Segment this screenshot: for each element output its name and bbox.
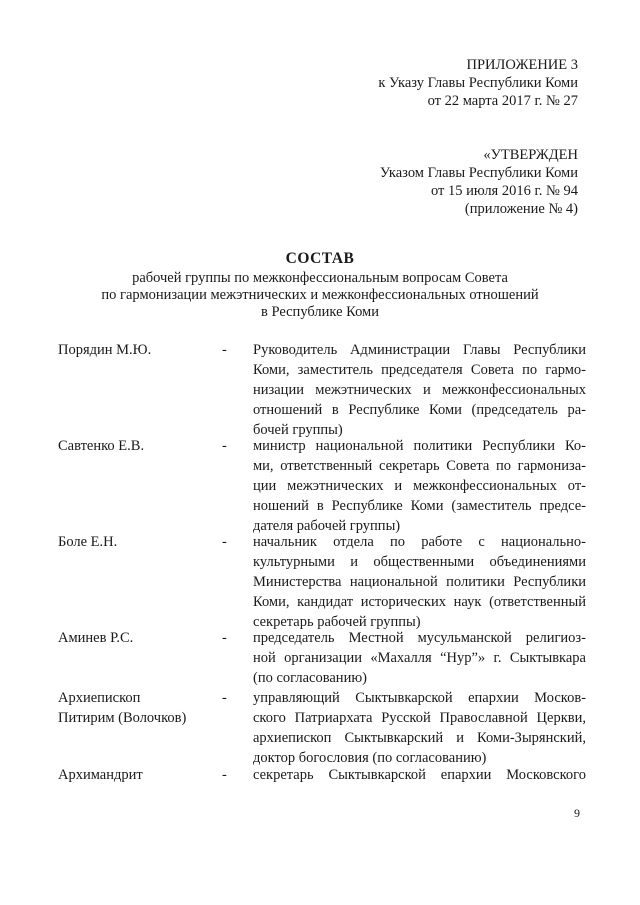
member-role: [253, 765, 586, 785]
member-role-line: Коми, заместитель председателя Совета по гармо-: [253, 362, 586, 378]
member-role-line: секретарь Сыктывкарской епархии Московского: [253, 767, 586, 783]
appendix-header: [378, 56, 578, 110]
approval-stamp: [380, 146, 578, 218]
member-role-line: низации межэтнических и межконфессиональных: [253, 382, 586, 398]
member-role-line: председатель Местной мусульманской религиоз-: [253, 630, 586, 646]
approval-line: от 15 июля 2016 г. № 94: [430, 183, 578, 199]
member-name: [58, 340, 228, 360]
member-name-line: Аминев Р.С.: [58, 630, 134, 646]
member-name-line: Архиепископ: [58, 690, 141, 706]
document-title: СОСТАВ: [285, 250, 355, 267]
member-name: [58, 532, 228, 552]
appendix-line: от 22 марта 2017 г. № 27: [427, 93, 578, 109]
member-role-line: ции межэтнических и межконфессиональных от-: [253, 478, 586, 494]
member-role-line: ной организации «Махалля “Нур”» г. Сыктывкара: [253, 650, 586, 666]
page-number: 9: [574, 806, 580, 820]
approval-line: Указом Главы Республики Коми: [379, 165, 578, 181]
appendix-line: ПРИЛОЖЕНИЕ 3: [466, 57, 578, 73]
subtitle-line: в Республике Коми: [260, 304, 379, 320]
member-role-line: дателя рабочей группы): [253, 518, 401, 534]
approval-line: «УТВЕРЖДЕН: [483, 147, 578, 163]
member-name-line: Питирим (Волочков): [58, 710, 187, 726]
member-name: [58, 436, 228, 456]
member-role: [253, 628, 586, 688]
member-role-line: ского Патриархата Русской Православной Церкви,: [253, 710, 586, 726]
member-name: [58, 688, 228, 728]
member-role-line: культурными и общественными объединениями: [253, 554, 586, 570]
member-dash: -: [222, 534, 227, 550]
member-dash: -: [222, 342, 227, 358]
member-dash: -: [222, 690, 227, 706]
member-dash: -: [222, 630, 227, 646]
member-name: [58, 628, 228, 648]
member-role-line: секретарь рабочей группы): [253, 614, 421, 630]
member-role-line: бочей группы): [253, 422, 343, 438]
member-role-line: Коми, кандидат исторических наук (ответственный: [253, 594, 586, 610]
member-role: [253, 688, 586, 768]
member-name-line: Боле Е.Н.: [58, 534, 118, 550]
appendix-line: к Указу Главы Республики Коми: [378, 75, 578, 91]
member-role-line: (по согласованию): [253, 670, 367, 686]
subtitle-line: по гармонизации межэтнических и межконфессиональных отношений: [101, 287, 539, 303]
member-role-line: архиепископ Сыктывкарский и Коми-Зырянский,: [253, 730, 586, 746]
member-role: [253, 340, 586, 440]
member-role-line: Руководитель Администрации Главы Республики: [253, 342, 586, 358]
member-role-line: Министерства национальной политики Республики: [253, 574, 586, 590]
subtitle-line: рабочей группы по межконфессиональным вопросам Совета: [132, 270, 508, 286]
member-role-line: ми, ответственный секретарь Совета по гармониза-: [253, 458, 586, 474]
member-role-line: министр национальной политики Республики Ко-: [253, 438, 586, 454]
member-name-line: Савтенко Е.В.: [58, 438, 145, 454]
member-dash: -: [222, 438, 227, 454]
member-role-line: отношений в Республике Коми (председатель ра-: [253, 402, 586, 418]
member-role-line: ношений в Республике Коми (заместитель предсе-: [253, 498, 586, 514]
document-subtitle: [0, 270, 640, 321]
member-role-line: доктор богословия (по согласованию): [253, 750, 487, 766]
member-name: [58, 765, 228, 785]
member-name-line: Архимандрит: [58, 767, 143, 783]
member-dash: -: [222, 767, 227, 783]
member-role: [253, 436, 586, 536]
member-role-line: управляющий Сыктывкарской епархии Москов-: [253, 690, 586, 706]
approval-line: (приложение № 4): [464, 201, 578, 217]
member-role-line: начальник отдела по работе с национально-: [253, 534, 586, 550]
member-name-line: Порядин М.Ю.: [58, 342, 152, 358]
member-role: [253, 532, 586, 632]
